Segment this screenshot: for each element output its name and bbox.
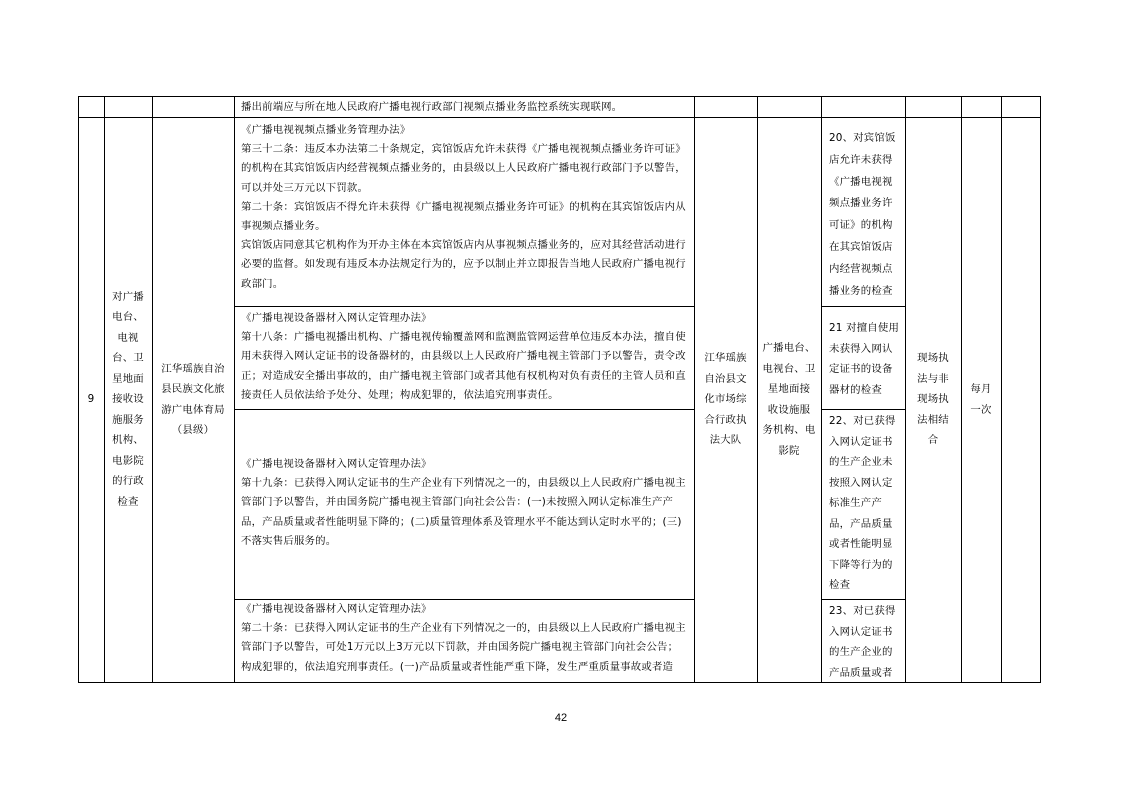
item-name: 对广播 电台、 电视 台、卫 星地面 接收设 施服务 机构、 电影院 的行政 检查 [112,290,144,508]
col-border [1040,96,1041,683]
frequency: 每月 一次 [970,383,992,416]
basis-text-2: 《广播电视设备器材入网认定管理办法》 第十八条：广播电视播出机构、广播电视传输覆盖网和监测监管网运营单位违反本办法，擅自使 用未获得入网认定证书的设备器材的，由县级以上人民政府广播电视主管部门予以警告，责令改 正；对造成安全播出事故的，由广播电视主管部门或者其他有权机构对负有责任的主管人员和直 接责任人员依法给予处分、处理；构成犯罪的，依法追究刑事责任。 [241,312,686,401]
col-border [1001,96,1002,683]
top-row-content: 播出前端应与所在地人民政府广播电视行政部门视频点播业务监控系统实现联网。 [241,101,623,113]
col-border [821,96,822,683]
col-border [234,96,235,683]
method: 现场执 法与非 现场执 法相结 合 [917,352,949,447]
row-number: 9 [87,392,95,405]
items-divider-1 [821,306,905,307]
basis-text-3: 《广播电视设备器材入网认定管理办法》 第十九条：已获得入网认定证书的生产企业有下列情况之一的，由县级以上人民政府广播电视主 管部门予以警告，并由国务院广播电视主管部门向社会公告：(一)未按照入网认定标准生产产 品，产品质量或者性能明显下降的；(二)质量管理体系及管理水平不能达到认定时水平的；(三) 不落实售后服务的。 [241,458,686,547]
check-item-20: 20、对宾馆饭 店允许未获得 《广播电视视 频点播业务许 可证》的机构 在其宾馆饭店 内经营视频点 播业务的检查 [829,132,896,297]
department: 江华瑶族自治 县民族文化旅 游广电体育局 （县级） [161,362,225,436]
basis-divider-2 [234,409,694,410]
basis-text-1: 《广播电视视频点播业务管理办法》 第三十二条：违反本办法第二十条规定，宾馆饭店允许未获得《广播电视视频点播业务许可证》 的机构在其宾馆饭店内经营视频点播业务的，由县级以上人民政府广播电视行政部门予以警告， 可以并处三万元以下罚款。 第二十条：宾馆饭店不得允许未获得《广播电视视频点播业务许可证》的机构在其宾馆饭店内从 事视频点播业务。 宾馆饭店同意其它机构作为开办主体在本宾馆饭店内从事视频点播业务的，应对其经营活动进行 必要的监督。如发现有违反本办法规定行为的，应予以制止并立即报告当地人民政府广播电视行 政部门。 [241,124,686,290]
table-bottom-border [78,682,1041,683]
page-number: 42 [554,712,568,724]
target: 广播电台、 电视台、卫 星地面接 收设施服 务机构、电 影院 [762,342,816,457]
items-divider-2 [821,409,905,410]
check-item-21: 21 对擅自使用 未获得入网认 定证书的设备 器材的检查 [829,322,900,396]
items-divider-3 [821,599,905,600]
executor: 江华瑶族 自治县文 化市场综 合行政执 法大队 [704,352,747,447]
basis-divider-1 [234,306,694,307]
basis-text-4: 《广播电视设备器材入网认定管理办法》 第二十条：已获得入网认定证书的生产企业有下列情况之一的，由县级以上人民政府广播电视主 管部门予以警告，可处1万元以上3万元以下罚款，并由国务院广播电视主管部门向社会公告； 构成犯罪的，依法追究刑事责任。(一)产品质量或者性能严重下降，发生严重质量事故或者造 [241,603,686,673]
check-item-22: 22、对已获得 入网认定证书 的生产企业未 按照入网认定 标准生产产 品，产品质量 或者性能明显 下降等行为的 检查 [829,415,896,591]
check-item-23: 23、对已获得 入网认定证书 的生产企业的 产品质量或者 [829,605,896,679]
